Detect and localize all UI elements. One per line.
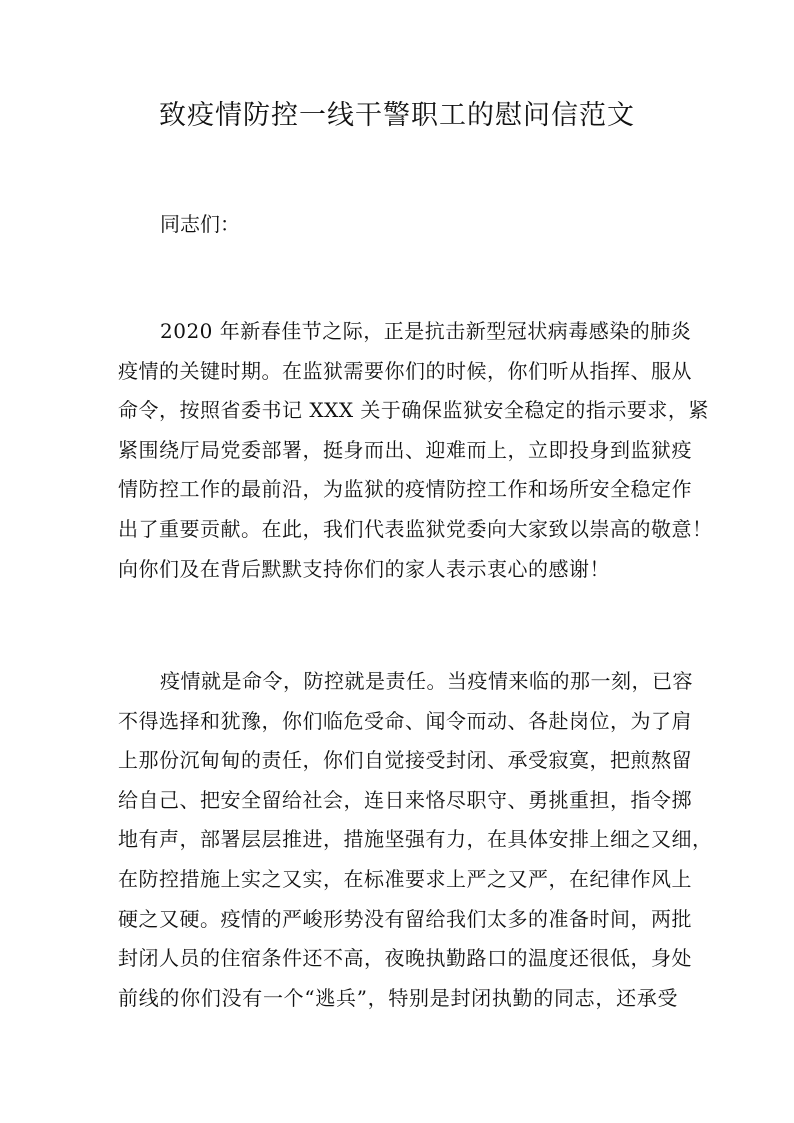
paragraph-line: 前线的你们没有一个“逃兵”，特别是封闭执勤的同志，还承受 [118,985,678,1010]
paragraph-1 [118,312,713,589]
paragraph-line: 硬之又硬。疫情的严峻形势没有留给我们太多的准备时间，两批 [118,906,692,931]
paragraph-line: 向你们及在背后默默支持你们的家人表示衷心的感谢！ [118,556,610,581]
paragraph-line: 命令，按照省委书记 XXX 关于确保监狱安全稳定的指示要求，紧 [118,398,709,423]
document-title: 致疫情防控一线干警职工的慰问信范文 [159,100,635,131]
paragraph-line: 出了重要贡献。在此，我们代表监狱党委向大家致以崇高的敬意！ [118,516,713,541]
paragraph-line: 疫情就是命令，防控就是责任。当疫情来临的那一刻，已容 [160,669,693,693]
paragraph-line: 情防控工作的最前沿，为监狱的疫情防控工作和场所安全稳定作 [118,477,692,502]
salutation: 同志们： [160,212,240,236]
paragraph-line: 地有声，部署层层推进，措施坚强有力，在具体安排上细之又细， [118,827,713,852]
paragraph-line: 给自己、把安全留给社会，连日来恪尽职守、勇挑重担，指令掷 [118,787,692,812]
paragraph-2 [118,662,713,1018]
paragraph-line: 紧围绕厅局党委部署，挺身而出、迎难而上，立即投身到监狱疫 [118,437,692,462]
paragraph-line: 疫情的关键时期。在监狱需要你们的时候，你们听从指挥、服从 [118,358,692,383]
paragraph-line: 封闭人员的住宿条件还不高，夜晚执勤路口的温度还很低，身处 [118,946,692,971]
paragraph-line: 在防控措施上实之又实，在标准要求上严之又严，在纪律作风上 [118,866,692,891]
paragraph-line: 2020 年新春佳节之际，正是抗击新型冠状病毒感染的肺炎 [160,319,692,343]
paragraph-line: 上那份沉甸甸的责任，你们自觉接受封闭、承受寂寞，把煎熬留 [118,748,692,773]
paragraph-line: 不得选择和犹豫，你们临危受命、闻令而动、各赴岗位，为了肩 [118,708,692,733]
